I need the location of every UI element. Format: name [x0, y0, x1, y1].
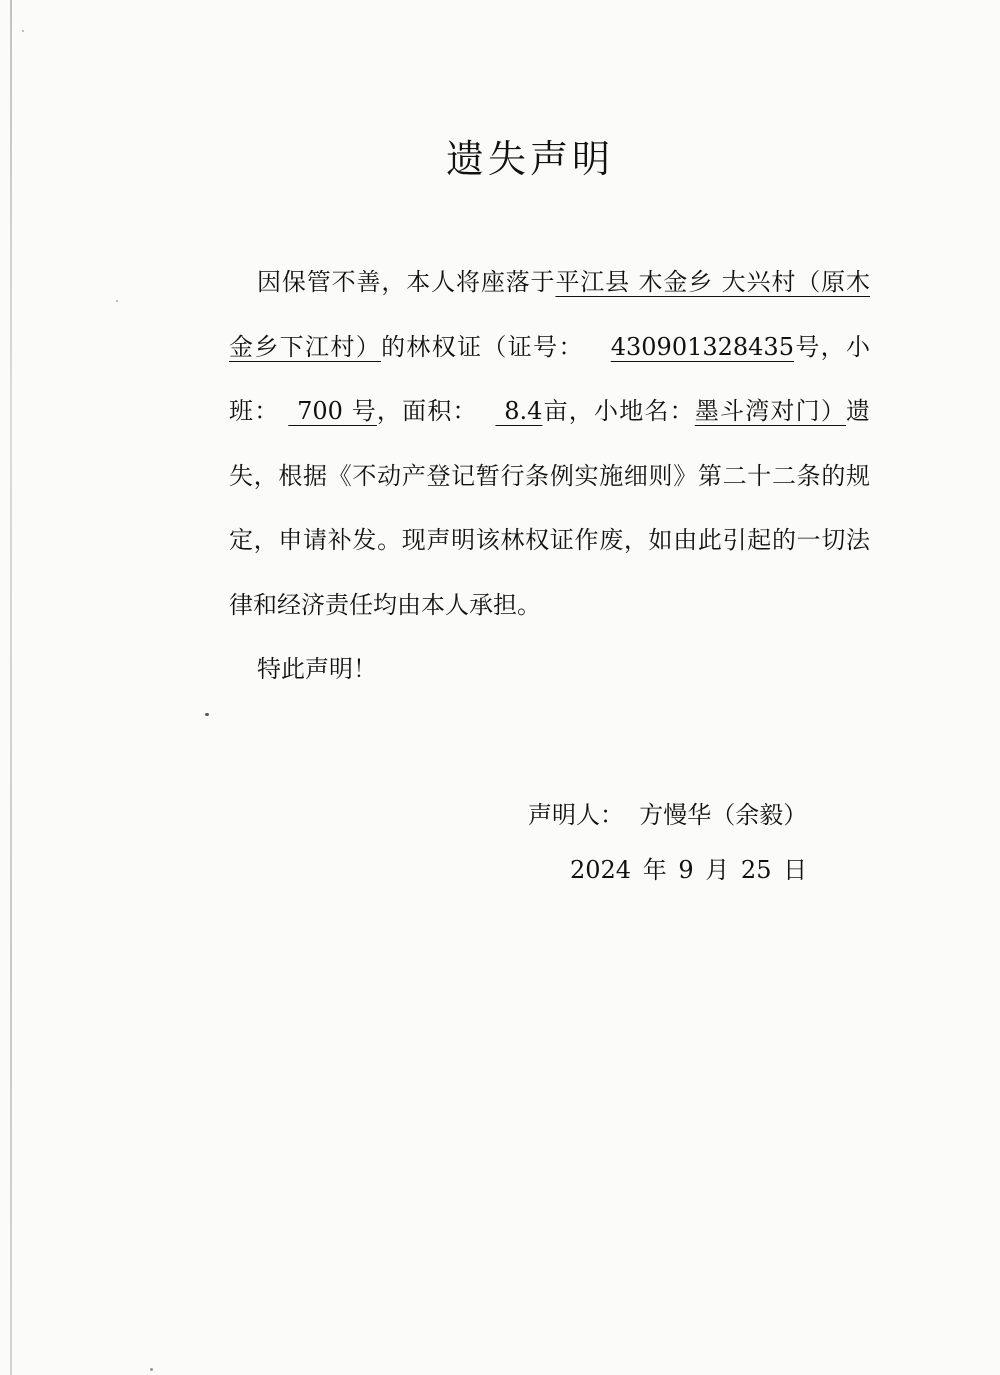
cert-number-underlined: 430901328435 [610, 332, 794, 361]
place-underlined: 墨斗湾对门） [694, 397, 847, 425]
date-month: 9 [678, 856, 694, 884]
plot-number-underlined: 700 号 [288, 397, 377, 425]
closing-line: 特此声明！ [257, 655, 377, 683]
date-line [570, 850, 807, 890]
text-area-label: ，面积： [376, 397, 478, 425]
text-rest: 遗失，根据《不动产登记暂行条例实施细则》第二十二条的规定，申请补发。现声明该林权证作废，如由此引起的一切法律和经济责任均由本人承担。 [229, 397, 871, 619]
text-place-label: 亩，小地名： [542, 397, 695, 425]
statement-paragraph [229, 250, 870, 637]
date-day: 25 [740, 856, 772, 884]
date-month-unit: 月 [705, 856, 730, 884]
area-underlined: 8.4 [495, 397, 543, 425]
scan-speck [205, 713, 209, 716]
statement-body [229, 250, 870, 702]
scan-speck [116, 300, 118, 302]
scan-speck [22, 30, 24, 32]
scan-speck [150, 1368, 153, 1371]
declarant-name: 方慢华（余毅） [639, 801, 808, 829]
text-intro: 因保管不善，本人将座落于 [257, 268, 556, 296]
declarant-line [528, 795, 807, 835]
text-plot-label: 号，小班： [229, 332, 870, 425]
declarant-label: 声明人： [528, 801, 624, 829]
date-day-unit: 日 [783, 856, 808, 884]
scan-edge [10, 0, 12, 1375]
page-title: 遗失声明 [445, 137, 614, 181]
date-year-unit: 年 [642, 856, 667, 884]
text-cert-label: 的林权证（证号： [381, 332, 584, 361]
date-year: 2024 [570, 856, 632, 884]
location-underlined: 平江县 木金乡 大兴村（原木金乡下江村） [229, 268, 870, 361]
